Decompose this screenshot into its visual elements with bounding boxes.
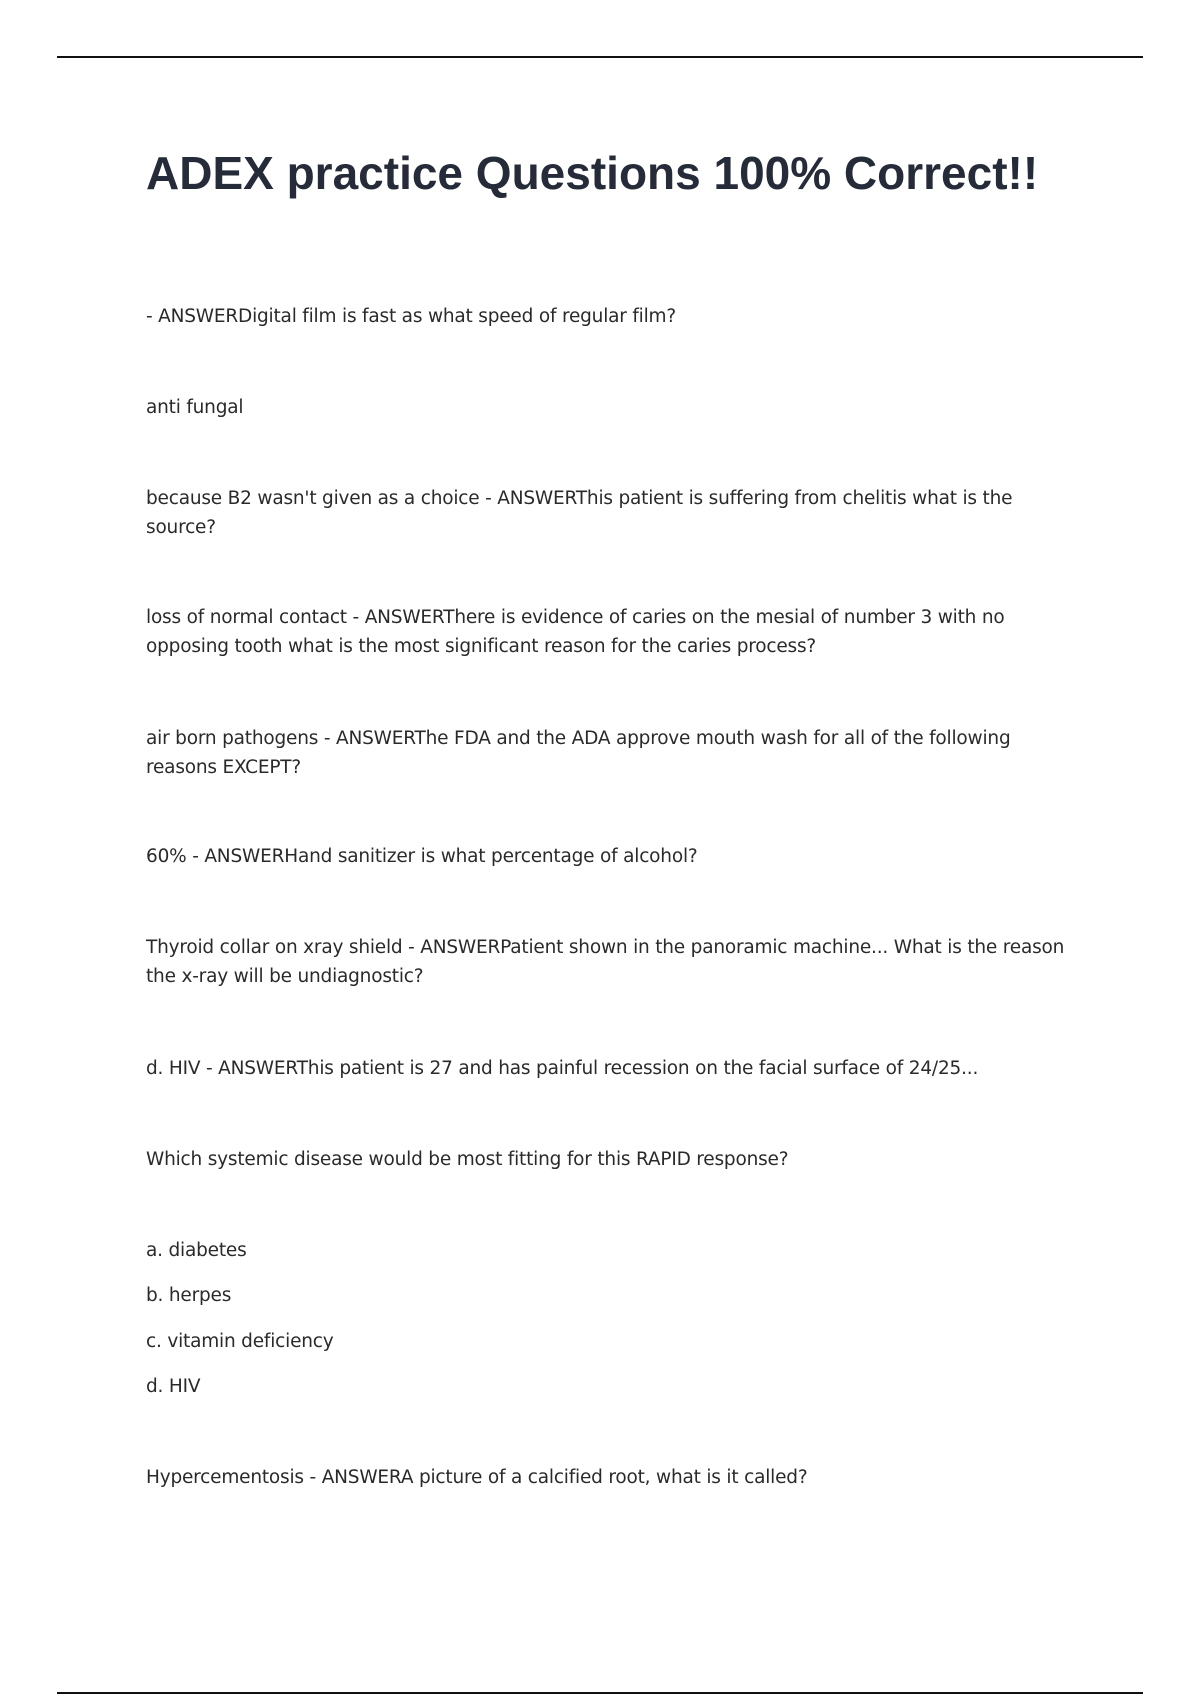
answer-option: a. diabetes [146,1240,247,1261]
answer-option: d. HIV [146,1376,201,1397]
qa-entry: anti fungal [146,397,244,418]
qa-entry: - ANSWERDigital film is fast as what speed of regular film? [146,306,676,327]
answer-option: b. herpes [146,1285,232,1306]
qa-entry: 60% - ANSWERHand sanitizer is what percentage of alcohol? [146,846,698,867]
qa-entry: air born pathogens - ANSWERThe FDA and the ADA approve mouth wash for all of the following reasons EXCEPT? [146,728,1011,778]
qa-entry: Thyroid collar on xray shield - ANSWERPatient shown in the panoramic machine... What is the reason the x-ray will be undiagnostic? [146,937,1065,987]
qa-entry: Hypercementosis - ANSWERA picture of a calcified root, what is it called? [146,1467,808,1488]
qa-entry: d. HIV - ANSWERThis patient is 27 and has painful recession on the facial surface of 24/25... [146,1058,979,1079]
qa-entry: loss of normal contact - ANSWERThere is evidence of caries on the mesial of number 3 with no opposing tooth what is the most significant reason for the caries process? [146,607,1005,657]
answer-option: c. vitamin deficiency [146,1331,334,1352]
question-text: Which systemic disease would be most fitting for this RAPID response? [146,1149,789,1170]
header-rule [57,56,1143,58]
page-title: ADEX practice Questions 100% Correct!! [146,147,1039,199]
qa-entry: because B2 wasn't given as a choice - ANSWERThis patient is suffering from chelitis what is the source? [146,488,1013,538]
footer-rule [57,1692,1143,1694]
